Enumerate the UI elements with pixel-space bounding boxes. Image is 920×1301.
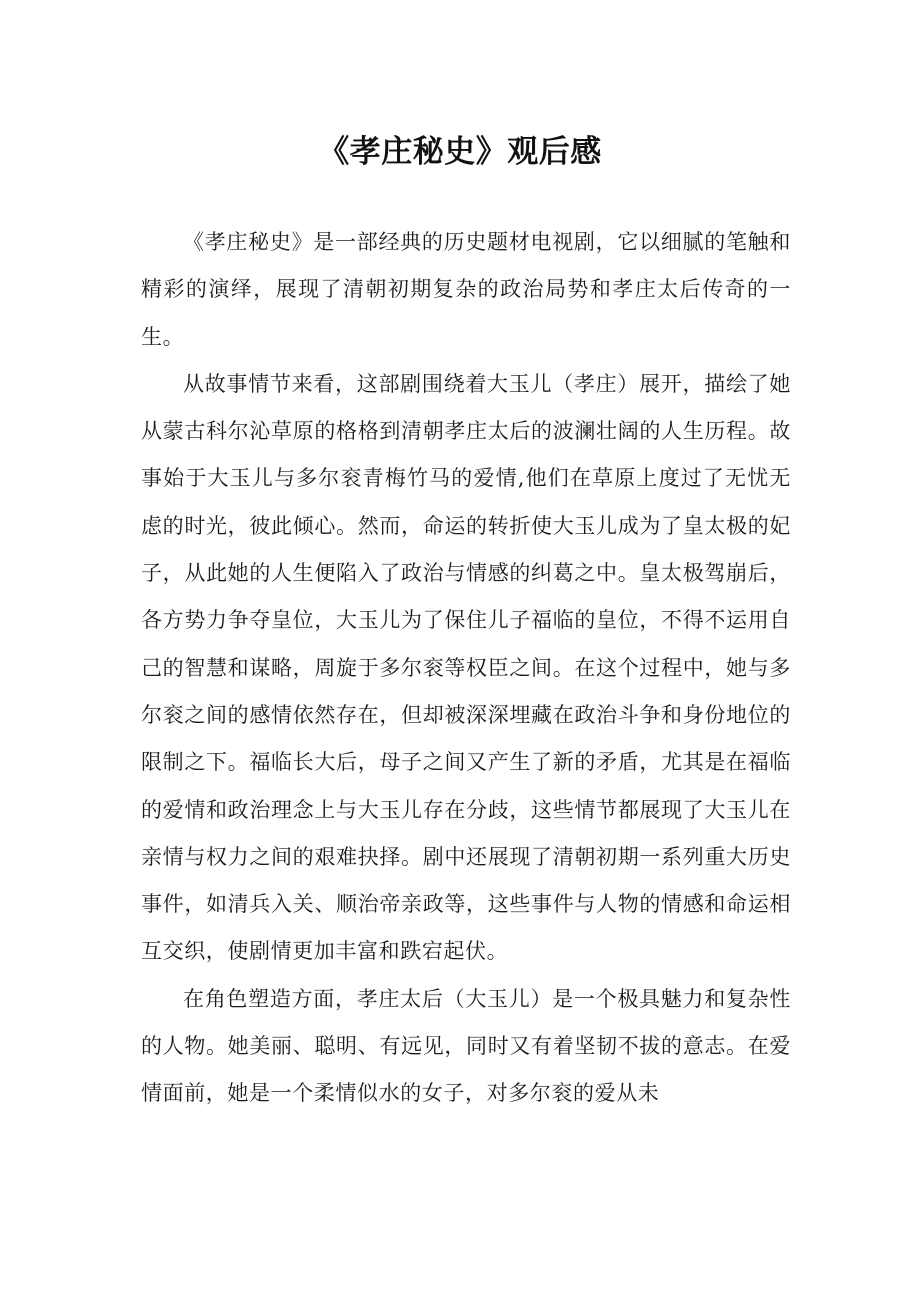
document-body	[141, 219, 791, 1118]
paragraph-intro: 《孝庄秘史》是一部经典的历史题材电视剧，它以细腻的笔触和精彩的演绎，展现了清朝初期复杂的政治局势和孝庄太后传奇的一生。	[141, 230, 791, 349]
paragraph-plot: 从故事情节来看，这部剧围绕着大玉儿（孝庄）展开，描绘了她从蒙古科尔沁草原的格格到清朝孝庄太后的波澜壮阔的人生历程。故事始于大玉儿与多尔衮青梅竹马的爱情,他们在草原上度过了无忧无虑的时光，彼此倾心。然而，命运的转折使大玉儿成为了皇太极的妃子，从此她的人生便陷入了政治与情感的纠葛之中。皇太极驾崩后，各方势力争夺皇位，大玉儿为了保住儿子福临的皇位，不得不运用自己的智慧和谋略，周旋于多尔衮等权臣之间。在这个过程中，她与多尔衮之间的感情依然存在，但却被深深埋藏在政治斗争和身份地位的限制之下。福临长大后，母子之间又产生了新的矛盾，尤其是在福临的爱情和政治理念上与大玉儿存在分歧，这些情节都展现了大玉儿在亲情与权力之间的艰难抉择。剧中还展现了清朝初期一系列重大历史事件，如清兵入关、顺治帝亲政等，这些事件与人物的情感和命运相互交织，使剧情更加丰富和跌宕起伏。	[141, 371, 791, 964]
paragraph-characters: 在角色塑造方面，孝庄太后（大玉儿）是一个极具魅力和复杂性的人物。她美丽、聪明、有远见，同时又有着坚韧不拔的意志。在爱情面前，她是一个柔情似水的女子，对多尔衮的爱从未	[141, 986, 791, 1106]
document-title: 《孝庄秘史》观后感	[318, 134, 602, 170]
